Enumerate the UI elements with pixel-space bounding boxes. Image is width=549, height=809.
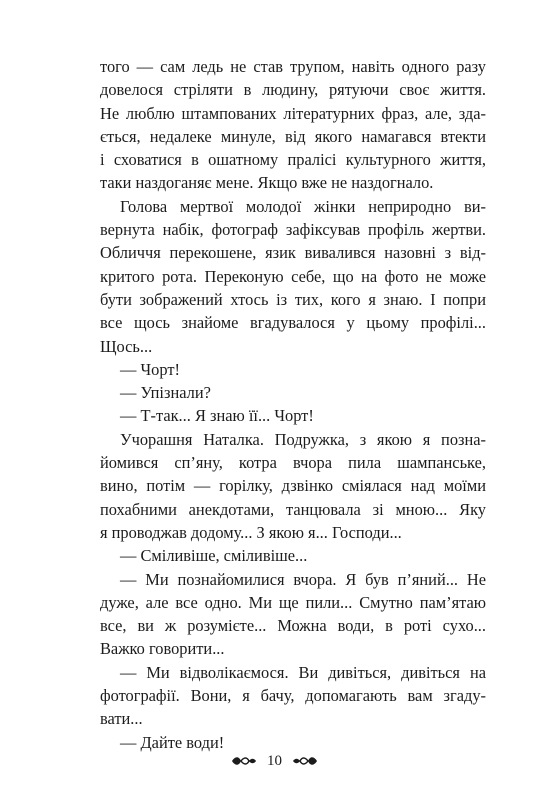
- text-line: того — сам ледь не став трупом, навіть одного разу: [100, 57, 486, 76]
- text-line: — Чорт!: [120, 359, 180, 379]
- text-line: все щось знайоме вгадувалося у цьому профілі...: [100, 313, 486, 333]
- text-line: Важко говорити...: [100, 639, 225, 659]
- text-line: Учорашня Наталка. Подружка, з якою я позна-: [120, 429, 486, 449]
- text-line: вино, потім — горілку, дзвінко сміялася над моїми: [100, 476, 486, 496]
- text-line: — Сміливіше, сміливіше...: [120, 546, 308, 566]
- text-line: вати...: [100, 709, 143, 729]
- page-number: 10: [267, 752, 282, 769]
- text-line: все, ви ж розумієте... Можна води, в роті сухо...: [100, 616, 486, 636]
- text-line: і сховатися в ошатному пралісі культурного життя,: [100, 150, 486, 170]
- text-line: — Ми відволікаємося. Ви дивіться, дивіться на: [120, 662, 486, 682]
- page-footer: [0, 750, 549, 771]
- ornament-icon: [231, 755, 257, 767]
- text-line: — Дайте води!: [120, 732, 225, 752]
- text-line: бути зображений хтось із тих, кого я знаю. І попри: [100, 289, 486, 309]
- body-text: [100, 55, 486, 754]
- text-line: дуже, але все одно. Ми ще пили... Смутно пам’ятаю: [100, 592, 486, 612]
- ornament-icon: [292, 755, 318, 767]
- text-line: я проводжав додому... З якою я... Господи...: [100, 522, 402, 542]
- text-line: йомився сп’яну, котра вчора пила шампанське,: [100, 453, 486, 473]
- text-line: критого рота. Переконую себе, що на фото не може: [100, 266, 486, 286]
- text-line: вернута набік, фотограф зафіксував профіль жертви.: [100, 220, 486, 240]
- text-line: Щось...: [100, 336, 153, 356]
- text-line: — Ми познайомилися вчора. Я був п’яний... Не: [120, 569, 486, 589]
- text-line: Обличчя перекошене, язик вивалився назовні з від-: [100, 243, 486, 263]
- text-line: Голова мертвої молодої жінки неприродно ви-: [120, 196, 486, 216]
- text-line: Не люблю штампованих літературних фраз, але, зда-: [100, 103, 486, 123]
- text-line: — Упізнали?: [120, 383, 211, 403]
- text-line: таки наздоганяє мене. Якщо вже не наздогнало.: [100, 173, 434, 193]
- text-line: похабними анекдотами, танцювала зі мною... Яку: [100, 499, 486, 519]
- text-line: фотографії. Вони, я бачу, допомагають вам згаду-: [100, 686, 486, 706]
- text-line: ється, недалеке минуле, від якого намагався втекти: [100, 126, 486, 146]
- text-line: — Т-так... Я знаю її... Чорт!: [120, 406, 314, 426]
- text-line: довелося стріляти в людину, рятуючи своє життя.: [100, 80, 486, 100]
